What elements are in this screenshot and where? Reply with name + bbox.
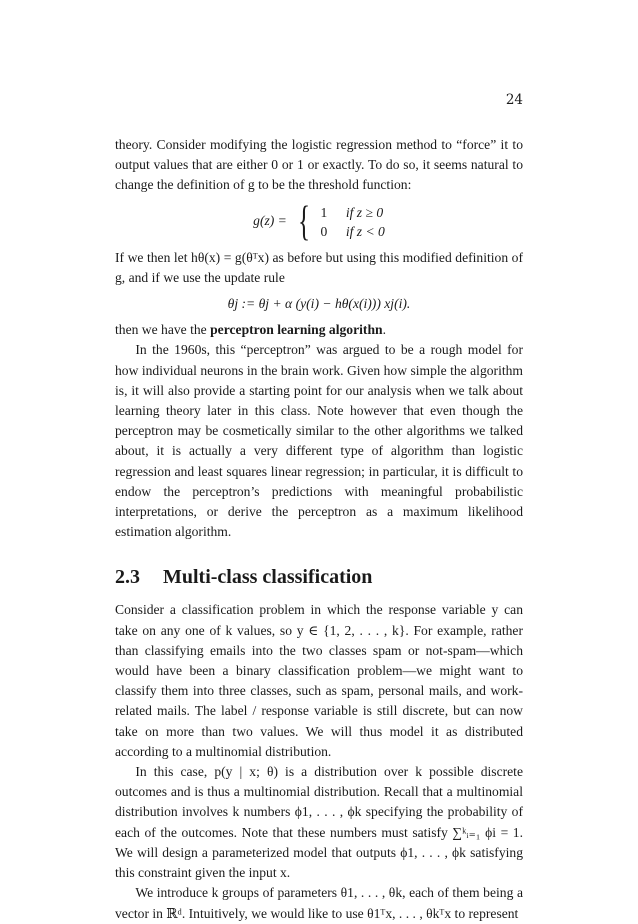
paragraph-multiclass-intro: Consider a classification problem in which the response variable y can take on any one of k values, so y ∈ {1, 2, . . . , k}. For example, rather than classifying emails into the two classes spam or not-spam—which would have been a binary classification problem—we might want to classify them into three classes, such as spam, personal mails, and work-related mails. The label / response variable is still discrete, but can now take on more than two values. We will thus model it as distributed according to a multinomial distribution. <box>115 602 523 759</box>
perceptron-prefix: then we have the <box>115 322 211 338</box>
case-condition-2: if z < 0 <box>345 223 385 239</box>
paragraph-multinomial: In this case, p(y | x; θ) is a distribution over k possible discrete outcomes and is thus a multinomial distribution. Recall that a multinomial distribution involves k numbers ϕ1, . . . , ϕk specifying the probability of each of the outcomes. Note that these numbers must satisfy ∑ᵏᵢ₌₁ ϕi = 1. We will design a parameterized model that outputs ϕ1, . . . , ϕk satisfying this constraint given the input x. <box>115 764 523 881</box>
perceptron-term: perceptron learning algorithn <box>210 322 383 338</box>
equation-threshold-function <box>115 198 523 245</box>
section-heading <box>115 564 523 590</box>
cases-block <box>290 198 385 245</box>
paragraph-update-rule-intro: If we then let hθ(x) = g(θᵀx) as before but using this modified definition of g, and if we use the update rule <box>115 249 523 285</box>
case-row-2 <box>320 222 384 241</box>
page-number: 24 <box>505 92 523 108</box>
case-condition-1: if z ≥ 0 <box>345 204 384 220</box>
paragraph-parameters: We introduce k groups of parameters θ1, . . . , θk, each of them being a vector in ℝᵈ. Intuitively, we would like to use θ1ᵀx, . . . , θkᵀx to represent <box>115 885 523 921</box>
case-row-1 <box>320 203 384 222</box>
left-brace-glyph: { <box>298 198 311 245</box>
section-title: Multi-class classification <box>163 566 373 589</box>
equation-lhs: g(z) = <box>253 212 287 228</box>
cases-rows <box>320 203 384 241</box>
paragraph-perceptron-history: In the 1960s, this “perceptron” was argued to be a rough model for how individual neurons in the brain work. Given how simple the algorithm is, it will also provide a starting point for our analysis when we talk about learning theory later in this class. Note however that even though the perceptron may be cosmetically similar to the other algorithms we talked about, it is actually a very different type of algorithm than logistic regression and least squares linear regression; in particular, it is difficult to endow the perceptron’s predictions with meaningful probabilistic interpretations, or derive the perceptron as a maximum likelihood estimation algorithm. <box>115 342 523 540</box>
section-number: 2.3 <box>115 566 140 589</box>
paragraph-threshold-intro: theory. Consider modifying the logistic regression method to “force” it to output values that are either 0 or 1 or exactly. To do so, it seems natural to change the definition of g to be the threshold function: <box>115 137 523 193</box>
case-value-2: 0 <box>320 223 328 239</box>
case-value-1: 1 <box>320 204 328 220</box>
page-body <box>115 135 523 924</box>
perceptron-suffix: . <box>382 322 386 338</box>
paragraph-perceptron <box>115 320 523 340</box>
equation-update-rule: θj := θj + α (y(i) − hθ(x(i))) xj(i). <box>227 296 411 312</box>
